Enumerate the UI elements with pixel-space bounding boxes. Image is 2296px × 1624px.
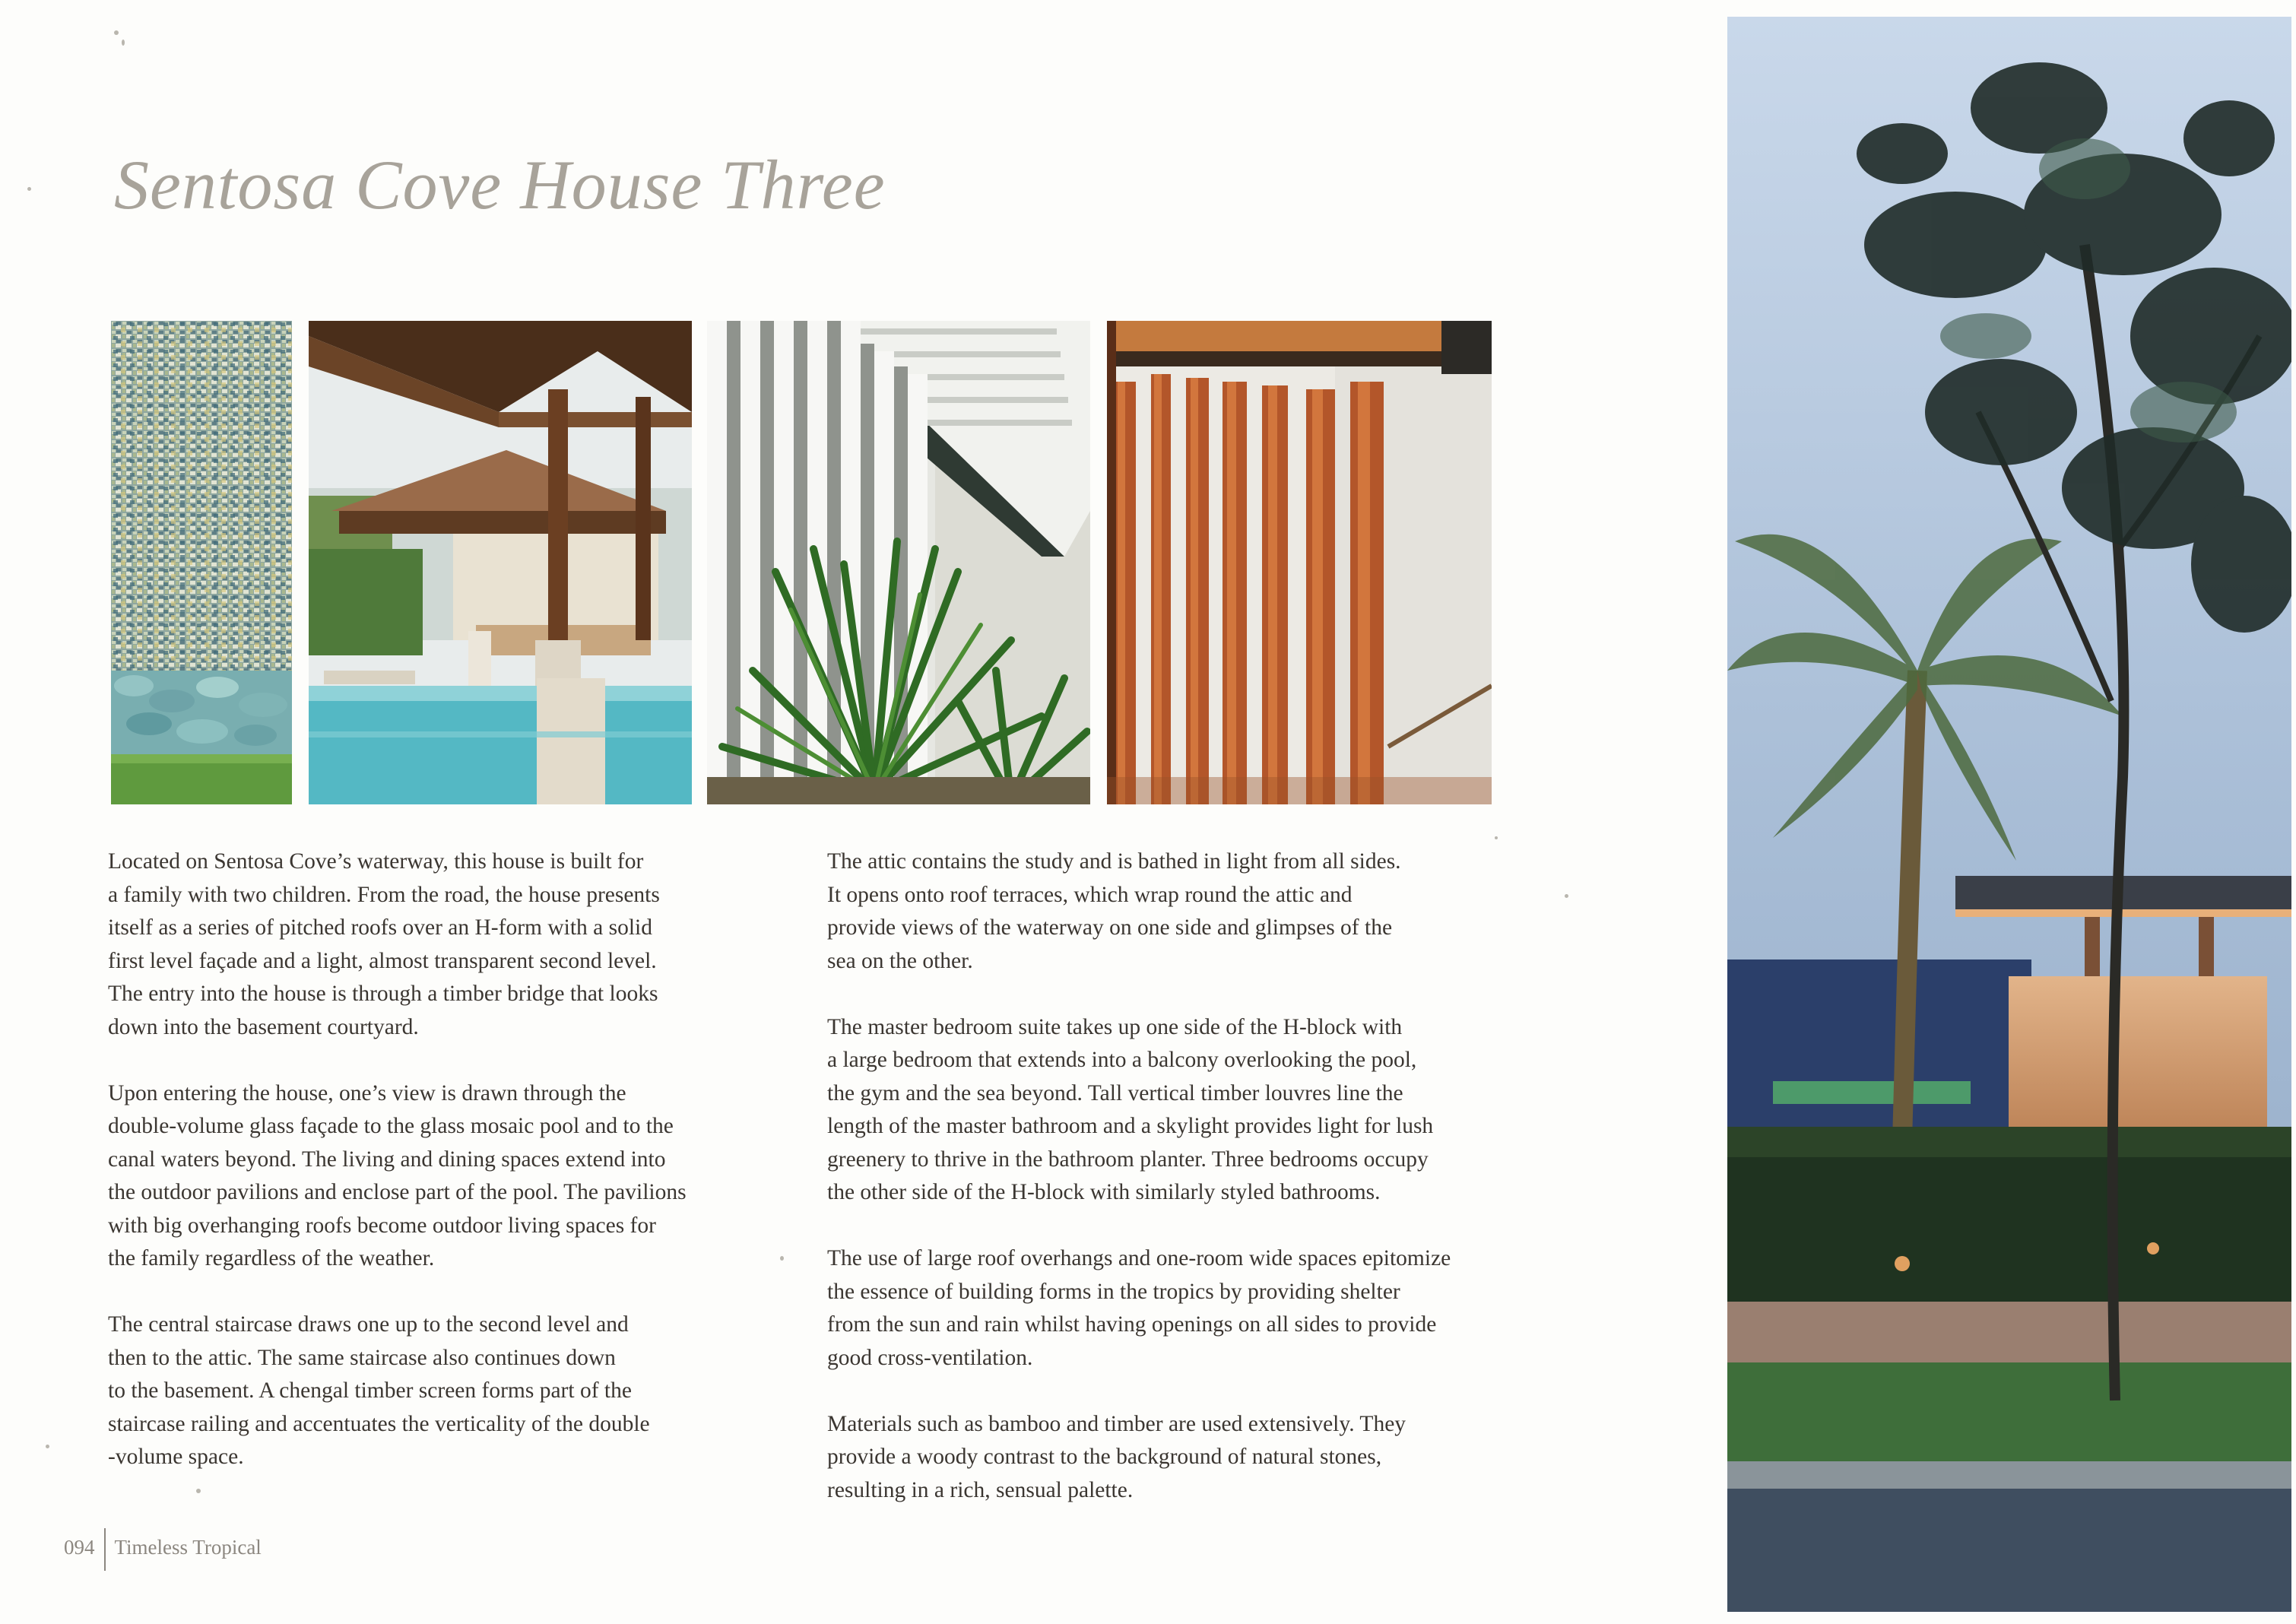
scan-speck [27, 187, 31, 191]
paragraph: The attic contains the study and is bathed in light from all sides. It opens onto roof terraces, which wrap round the attic and provide views of the waterway on one side and glimpses of the sea on the other. [827, 849, 1401, 973]
folio-divider [104, 1528, 106, 1571]
scan-speck [1495, 836, 1498, 839]
scan-speck [780, 1256, 784, 1261]
timber-louvres-photo [1107, 321, 1492, 804]
page-title: Sentosa Cove House Three [114, 146, 886, 224]
paragraph: Upon entering the house, one’s view is drawn through the double-volume glass façade to the glass mosaic pool and to the canal waters beyond. The living and dining spaces extend into the outdoor pavilions and enclose part of the pool. The pavilions with big overhanging roofs become outdoor living spaces for the family regardless of the weather. [108, 1080, 687, 1270]
book-title: Timeless Tropical [114, 1536, 262, 1559]
pavilion-pool-photo [309, 321, 692, 804]
page-folio [64, 1528, 262, 1571]
louvres-and-plants-photo [707, 321, 1090, 804]
paragraph: Materials such as bamboo and timber are used extensively. They provide a woody contrast to the background of natural stones, resulting in a rich, sensual palette. [827, 1411, 1406, 1502]
scan-speck [114, 30, 119, 35]
body-column-right [827, 845, 1534, 1507]
scan-speck [1565, 894, 1568, 898]
scan-speck [196, 1489, 201, 1493]
paragraph: The use of large roof overhangs and one-room wide spaces epitomize the essence of building forms in the tropics by providing shelter from the sun and rain whilst having openings on all sides to provide good cross-ventilation. [827, 1246, 1451, 1370]
scan-speck [122, 40, 125, 46]
house-at-dusk-photo [1727, 17, 2291, 1612]
paragraph: The central staircase draws one up to the second level and then to the attic. The same staircase also continues down to the basement. A chengal timber screen forms part of the staircase railing and accentuates the verticality of the double -volume space. [108, 1312, 650, 1469]
page-number: 094 [64, 1536, 95, 1559]
paragraph: The master bedroom suite takes up one side of the H-block with a large bedroom that extends into a balcony overlooking the pool, the gym and the sea beyond. Tall vertical timber louvres line the length of the master bathroom and a skylight provides light for lush greenery to thrive in the bathroom planter. Three bedrooms occupy the other side of the H-block with similarly styled bathrooms. [827, 1014, 1434, 1204]
body-column-left [108, 845, 777, 1474]
scan-speck [46, 1445, 49, 1448]
glass-mosaic-wall-photo [111, 321, 292, 804]
paragraph: Located on Sentosa Cove’s waterway, this house is built for a family with two children. From the road, the house presents itself as a series of pitched roofs over an H-form with a solid first level façade and a light, almost transparent second level. The entry into the house is through a timber bridge that looks down into the basement courtyard. [108, 849, 660, 1039]
